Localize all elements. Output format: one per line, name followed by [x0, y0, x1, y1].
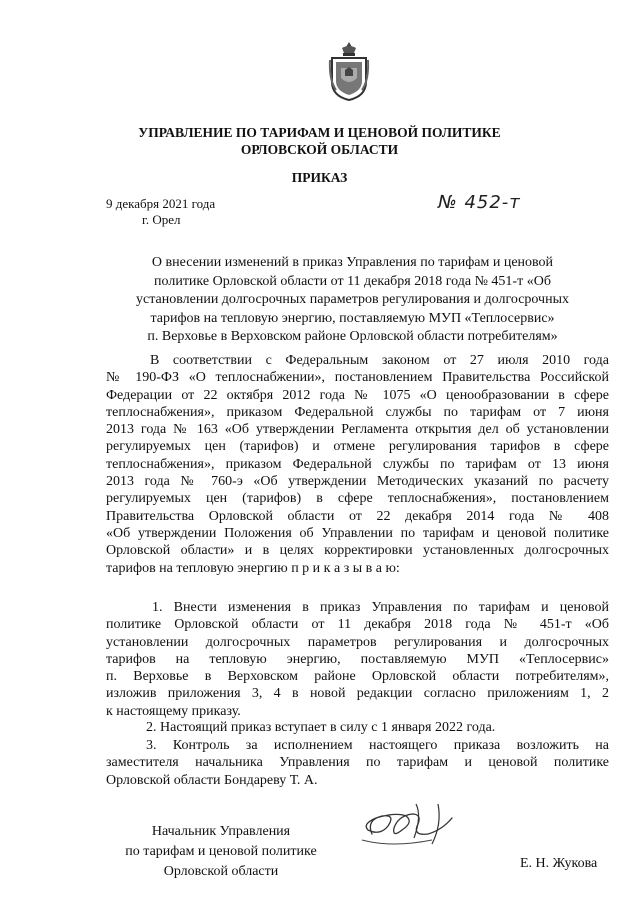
document-type: ПРИКАЗ — [291, 170, 348, 185]
item-3-paragraph — [106, 737, 609, 789]
item-1-line: установлении долгосрочных параметров регулирования и долгосрочных — [106, 634, 609, 650]
org-name-line2: ОРЛОВСКОЙ ОБЛАСТИ — [240, 142, 399, 157]
signatory-position-line: по тарифам и ценовой политике — [125, 844, 317, 859]
item-3-line: заместителя начальника Управления по тарифам и ценовой политике — [106, 755, 609, 771]
signatory-position — [106, 822, 336, 882]
document-number: № 452-т — [438, 192, 521, 213]
preamble-line: № 190-ФЗ «О теплоснабжении», постановлением Правительства Российской — [106, 370, 609, 386]
preamble-line: регулируемых цен (тарифов) в сфере теплоснабжения», постановлением — [106, 491, 609, 507]
preamble-line: регулируемых цен (тарифов) и отмене регулирования тарифов в сфере — [106, 439, 609, 455]
preamble-line: Федерации от 22 октября 2012 года № 1075 «О ценообразовании в сфере — [106, 387, 609, 403]
preamble-line: «Об утверждении Положения об Управлении по тарифам и ценовой политике — [106, 525, 609, 541]
preamble-line: 2013 года № 760-э «Об утверждении Методических указаний по расчету — [106, 474, 609, 490]
item-2-line: 2. Настоящий приказ вступает в силу с 1 января 2022 года. — [146, 720, 496, 735]
org-name-line1: УПРАВЛЕНИЕ ПО ТАРИФАМ И ЦЕНОВОЙ ПОЛИТИКЕ — [138, 125, 501, 140]
preamble-line: Орловской области» и в целях корректировки установленных долгосрочных — [106, 543, 609, 559]
preamble-line: теплоснабжения», приказом Федеральной службы по тарифам от 7 июня — [106, 404, 609, 420]
preamble-line: 2013 года № 163 «Об утверждении Регламента открытия дел об установлении — [106, 422, 609, 438]
preamble-line: теплоснабжения», приказом Федеральной службы по тарифам от 13 июня — [106, 456, 609, 472]
preamble-line: В соответствии с Федеральным законом от 27 июля 2010 года — [150, 353, 609, 368]
document-date: 9 декабря 2021 года — [106, 196, 216, 211]
item-1-line: п. Верховье в Верховском районе Орловской области потребителям», — [106, 669, 609, 685]
item-3-line: Орловской области Бондареву Т. А. — [106, 772, 318, 788]
subject-line: политике Орловской области от 11 декабря 2018 года № 451-т «Об — [154, 273, 551, 289]
preamble-line: тарифов на тепловую энергию п р и к а з ы в а ю: — [106, 560, 400, 576]
subject-line: установлении долгосрочных параметров регулирования и долгосрочных — [136, 292, 569, 307]
preamble-line: Правительства Орловской области от 22 декабря 2014 года № 408 — [106, 508, 609, 524]
subject-line: тарифов на тепловую энергию, поставляемую МУП «Теплосервис» — [150, 310, 555, 326]
item-2-paragraph — [106, 719, 609, 736]
signatory-position-line: Орловской области — [163, 864, 279, 879]
item-1-line: к настоящему приказу. — [106, 703, 241, 719]
item-1-paragraph — [106, 599, 609, 720]
item-1-line: политике Орловской области от 11 декабря 2018 года № 451-т «Об — [106, 617, 609, 633]
handwritten-signature — [352, 796, 472, 856]
subject-line: О внесении изменений в приказ Управления по тарифам и ценовой — [151, 255, 554, 270]
document-city: г. Орел — [142, 212, 181, 227]
document-subject — [110, 254, 595, 347]
subject-line: п. Верховье в Верховском районе Орловской области потребителям» — [147, 329, 558, 344]
coat-of-arms-emblem — [328, 40, 370, 102]
item-1-line: изложив приложения 3, 4 в новой редакции согласно приложениям 1, 2 — [106, 686, 609, 702]
item-1-line: тарифов на тепловую энергию, поставляемую МУП «Теплосервис» — [106, 651, 609, 667]
signatory-position-line: Начальник Управления — [151, 824, 291, 839]
item-3-line: 3. Контроль за исполнением настоящего приказа возложить на — [146, 738, 609, 753]
signatory-name: Е. Н. Жукова — [520, 856, 598, 871]
item-1-line: 1. Внести изменения в приказ Управления по тарифам и ценовой — [152, 600, 609, 615]
preamble-paragraph — [106, 352, 609, 577]
